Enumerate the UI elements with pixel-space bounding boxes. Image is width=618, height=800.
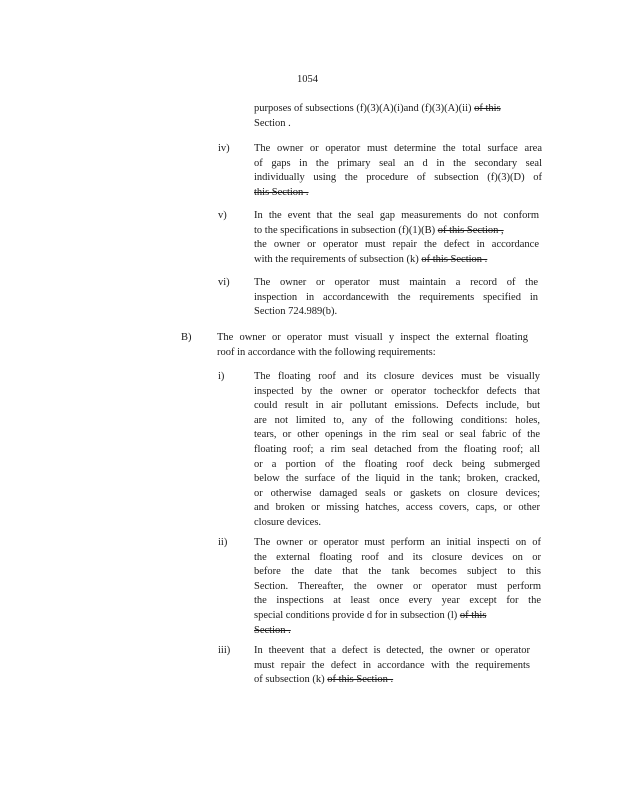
text-line xyxy=(254,142,542,157)
line-text: and broken or missing hatches, access covers, caps, or other xyxy=(254,502,540,514)
text-line xyxy=(254,624,541,639)
text-line xyxy=(254,276,538,291)
line-text: the inspections at least once every year except for the xyxy=(254,595,541,607)
line-text: inspection in accordancewith the requirements specified in xyxy=(254,291,538,303)
struck-text: Section . xyxy=(254,624,291,636)
page-number: 1054 xyxy=(297,74,318,85)
line-text: Section. Thereafter, the owner or operator must perform xyxy=(254,580,541,592)
text-line xyxy=(254,673,530,688)
paragraph-ii xyxy=(254,536,541,638)
text-line xyxy=(254,238,539,253)
text-line xyxy=(254,171,542,186)
line-text: Section 724.989(b). xyxy=(254,306,338,318)
struck-text: of this Section . xyxy=(421,253,488,265)
text-line xyxy=(254,102,542,117)
text-line xyxy=(254,157,542,172)
text-line xyxy=(254,399,540,414)
text-line xyxy=(254,443,540,458)
line-text: individually using the procedure of subsection (f)(3)(D) of xyxy=(254,172,542,184)
text-line xyxy=(254,117,542,132)
text-line xyxy=(217,346,528,361)
item-label-vi: vi) xyxy=(218,277,230,288)
text-line xyxy=(254,209,539,224)
paragraph-vi xyxy=(254,276,538,320)
struck-text: this Section . xyxy=(254,186,309,198)
line-text: or a portion of the floating roof deck being submerged xyxy=(254,458,540,470)
text-line xyxy=(254,609,541,624)
line-text: or otherwise damaged seals or gaskets on closure devices; xyxy=(254,487,540,499)
item-label-B: B) xyxy=(181,332,192,343)
line-text: In theevent that a defect is detected, the owner or operator xyxy=(254,645,530,656)
line-text: The owner or operator must visuall y inspect the external floating xyxy=(217,332,528,343)
struck-text: of this Section , xyxy=(437,224,504,236)
text-line xyxy=(254,305,538,320)
text-line xyxy=(254,385,540,400)
item-label-ii: ii) xyxy=(218,537,228,548)
text-line xyxy=(254,580,541,595)
line-text: The owner or operator must determine the total surface area xyxy=(254,143,542,154)
line-text: the owner or operator must repair the defect in accordance xyxy=(254,239,539,251)
line-text: could result in air pollutant emissions. Defects include, but xyxy=(254,400,540,412)
line-text: inspected by the owner or operator tocheckfor defects that xyxy=(254,385,540,397)
line-text: The owner or operator must maintain a record of the xyxy=(254,277,538,288)
line-text: special conditions provide d for in subsection (l) xyxy=(254,609,460,621)
line-text: of subsection (k) xyxy=(254,674,328,686)
text-line xyxy=(254,458,540,473)
text-line xyxy=(254,644,530,659)
line-text: In the event that the seal gap measurements do not conform xyxy=(254,210,539,221)
text-line xyxy=(254,516,540,531)
text-line xyxy=(254,472,540,487)
struck-text: of this Section . xyxy=(327,674,394,686)
text-line xyxy=(254,565,541,580)
text-line xyxy=(254,501,540,516)
line-text: purposes of subsections (f)(3)(A)(i)and (f)(3)(A)(ii) xyxy=(254,103,475,114)
text-line xyxy=(254,536,541,551)
struck-text: of this xyxy=(474,103,501,114)
text-line xyxy=(254,224,539,239)
text-line xyxy=(254,253,539,268)
paragraph-i xyxy=(254,370,540,531)
text-line xyxy=(254,186,542,201)
line-text: below the surface of the liquid in the tank; broken, cracked, xyxy=(254,473,540,485)
text-line xyxy=(217,331,528,346)
text-line xyxy=(254,659,530,674)
item-label-iv: iv) xyxy=(218,143,230,154)
line-text: roof in accordance with the following requirements: xyxy=(217,346,436,358)
line-text: The owner or operator must perform an initial inspecti on of xyxy=(254,537,541,548)
item-label-iii: iii) xyxy=(218,645,231,656)
line-text: tears, or other openings in the rim seal or seal fabric of the xyxy=(254,429,540,441)
text-line xyxy=(254,594,541,609)
paragraph-iv xyxy=(254,142,542,200)
line-text: the external floating roof and its closure devices on or xyxy=(254,551,541,563)
text-line xyxy=(254,370,540,385)
line-text: closure devices. xyxy=(254,516,322,528)
line-text: with the requirements of subsection (k) xyxy=(254,253,422,265)
text-line xyxy=(254,291,538,306)
paragraph-B xyxy=(217,331,528,360)
line-text: floating roof; a rim seal detached from the floating roof; all xyxy=(254,443,540,455)
line-text: before the date that the tank becomes subject to this xyxy=(254,566,541,578)
struck-text: of this xyxy=(459,609,487,621)
text-line xyxy=(254,487,540,502)
line-text: Section . xyxy=(254,117,291,129)
text-line xyxy=(254,551,541,566)
paragraph-iii xyxy=(254,644,530,688)
line-text: must repair the defect in accordance with the requirements xyxy=(254,659,530,671)
line-text: are not limited to, any of the following conditions: holes, xyxy=(254,414,540,426)
paragraph-v xyxy=(254,209,539,267)
item-label-v: v) xyxy=(218,210,227,221)
text-line xyxy=(254,428,540,443)
text-line xyxy=(254,414,540,429)
line-text: The floating roof and its closure devices must be visually xyxy=(254,371,540,382)
line-text: to the specifications in subsection (f)(1)(B) xyxy=(254,224,438,236)
item-label-i: i) xyxy=(218,371,225,382)
line-text: of gaps in the primary seal an d in the secondary seal xyxy=(254,157,542,169)
paragraph-continuation xyxy=(254,102,542,131)
